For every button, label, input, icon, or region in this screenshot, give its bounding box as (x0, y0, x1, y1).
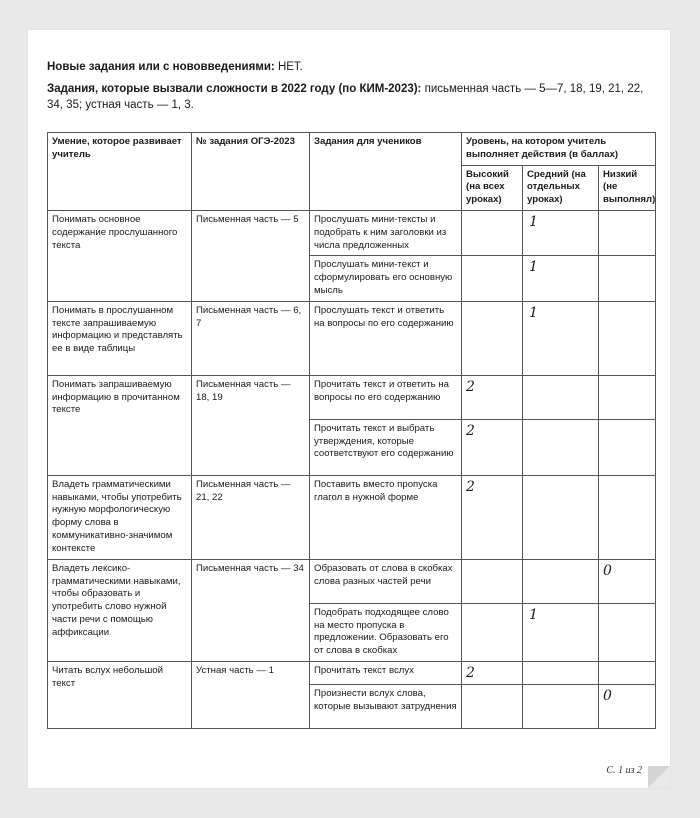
intro-new-tasks (47, 59, 659, 75)
table-row (48, 301, 656, 375)
cell-skill: Понимать основное содержание прослушанного текста (48, 210, 192, 301)
header-level-mid: Средний (на отдельных уроках) (523, 165, 599, 210)
cell-task-number: Письменная часть — 21, 22 (192, 475, 310, 559)
cell-score-mid: 1 (523, 301, 599, 375)
header-level-low: Низкий (не выполнял) (599, 165, 656, 210)
cell-score-high (462, 256, 523, 301)
cell-score-low: 0 (599, 559, 656, 603)
header-level: Уровень, на котором учитель выполняет действия (в баллах) (462, 133, 656, 166)
cell-student-task: Прочитать текст вслух (310, 661, 462, 684)
cell-score-mid (523, 475, 599, 559)
cell-student-task: Прослушать текст и ответить на вопросы по его содержанию (310, 301, 462, 375)
cell-student-task: Произнести вслух слова, которые вызывают затруднения (310, 684, 462, 728)
cell-score-high: 2 (462, 375, 523, 419)
cell-score-high (462, 559, 523, 603)
cell-score-mid: 1 (523, 603, 599, 661)
cell-student-task: Образовать от слова в скобках слова разных частей речи (310, 559, 462, 603)
cell-score-high: 2 (462, 661, 523, 684)
cell-score-low (599, 661, 656, 684)
table-body (48, 210, 656, 728)
cell-student-task: Подобрать подходящее слово на место пропуска в предложении. Образовать его от слова в скобках (310, 603, 462, 661)
table-row (48, 661, 656, 684)
intro-difficult-tasks-label: Задания, которые вызвали сложности в 2022 году (по КИМ-2023): (47, 83, 422, 95)
cell-score-high (462, 684, 523, 728)
cell-task-number: Устная часть — 1 (192, 661, 310, 728)
header-level-high: Высокий (на всех уроках) (462, 165, 523, 210)
table-row (48, 210, 656, 255)
cell-score-high (462, 603, 523, 661)
cell-score-low (599, 475, 656, 559)
cell-score-low (599, 419, 656, 475)
cell-score-high: 2 (462, 475, 523, 559)
cell-score-mid (523, 661, 599, 684)
cell-skill: Понимать в прослушанном тексте запрашиваемую информацию и представлять ее в виде таблицы (48, 301, 192, 375)
skills-table (47, 132, 656, 729)
cell-score-mid (523, 559, 599, 603)
table-row (48, 559, 656, 603)
table-row (48, 475, 656, 559)
cell-task-number: Письменная часть — 6, 7 (192, 301, 310, 375)
cell-student-task: Прочитать текст и выбрать утверждения, которые соответствуют его содержанию (310, 419, 462, 475)
cell-score-low (599, 210, 656, 255)
cell-task-number: Письменная часть — 18, 19 (192, 375, 310, 475)
cell-skill: Понимать запрашиваемую информацию в прочитанном тексте (48, 375, 192, 475)
intro-new-tasks-value: НЕТ. (274, 61, 303, 73)
cell-score-low (599, 256, 656, 301)
intro-difficult-tasks-value: письменная часть — 5—7, 18, 19, 21, 22, 34, 35; устная часть — 1, 3. (47, 83, 644, 111)
cell-score-low: 0 (599, 684, 656, 728)
header-skill: Умение, которое развивает учитель (48, 133, 192, 211)
cell-score-high (462, 210, 523, 255)
intro-difficult-tasks (47, 81, 659, 113)
page-number: С. 1 из 2 (606, 765, 642, 776)
cell-student-task: Прослушать мини-текст и сформулировать его основную мысль (310, 256, 462, 301)
header-task-number: № задания ОГЭ-2023 (192, 133, 310, 211)
cell-score-high: 2 (462, 419, 523, 475)
cell-skill: Владеть лексико-грамматическими навыками, чтобы образовать и употребить слово нужной части речи с помощью аффиксации (48, 559, 192, 661)
cell-score-low (599, 375, 656, 419)
intro-new-tasks-label: Новые задания или с нововведениями: (47, 61, 275, 73)
document-page (28, 30, 670, 788)
cell-task-number: Письменная часть — 5 (192, 210, 310, 301)
table-row (48, 375, 656, 419)
cell-skill: Владеть грамматическими навыками, чтобы употребить нужную морфологическую форму слова в коммуникативно-значимом контексте (48, 475, 192, 559)
header-student-tasks: Задания для учеников (310, 133, 462, 211)
cell-score-high (462, 301, 523, 375)
cell-score-mid (523, 375, 599, 419)
cell-skill: Читать вслух небольшой текст (48, 661, 192, 728)
cell-score-low (599, 301, 656, 375)
cell-score-mid: 1 (523, 256, 599, 301)
cell-student-task: Прочитать текст и ответить на вопросы по его содержанию (310, 375, 462, 419)
cell-task-number: Письменная часть — 34 (192, 559, 310, 661)
cell-score-mid (523, 419, 599, 475)
cell-student-task: Поставить вместо пропуска глагол в нужной форме (310, 475, 462, 559)
cell-score-low (599, 603, 656, 661)
table-header (48, 133, 656, 211)
intro-block (47, 59, 659, 119)
cell-score-mid (523, 684, 599, 728)
cell-student-task: Прослушать мини-тексты и подобрать к ним заголовки из числа предложенных (310, 210, 462, 255)
page-fold-corner (648, 766, 670, 788)
cell-score-mid: 1 (523, 210, 599, 255)
